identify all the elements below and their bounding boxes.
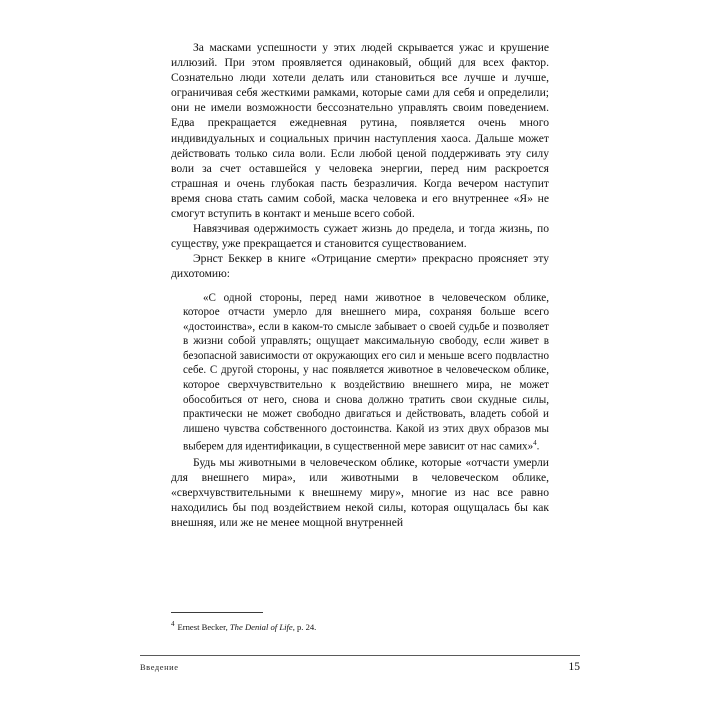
footnote-author: Ernest Becker, bbox=[177, 621, 228, 632]
blockquote: «С одной стороны, перед нами животное в человеческом облике, которое отчасти умерло для внешнего мира, сохраняя больше всего «достоинства», если в каком-то смысле забывает о своей судьбе и позволяет в жизни собой управлять; ощущает максимальную свободу, если живет в безопасной зависимости от окружающих его сил и меньше всего подвластно себе. С другой стороны, у нас появляется животное в человеческом облике, которое сверхчувствительно к воздействию внешнего мира, не может обособиться от него, снова и снова должно тратить свои скудные силы, практически не может свободно двигаться и действовать, владеть собой и лишено чувства собственного достоинства. Какой из этих двух образов мы выберем для идентификации, в существенной мере зависит от нас самих»$^4$. bbox=[183, 291, 549, 454]
footnote-reference: 4 bbox=[533, 439, 537, 448]
footnote-title: The Denial of Life bbox=[229, 621, 293, 632]
page-number: 15 bbox=[568, 661, 580, 673]
footnote-locator: , p. 24. bbox=[292, 621, 317, 632]
footnote-separator bbox=[171, 612, 263, 613]
running-head: Введение bbox=[140, 663, 179, 672]
page-footer bbox=[140, 655, 580, 679]
paragraph-2: Навязчивая одержимость сужает жизнь до предела, и тогда жизнь, по существу, уже прекращается и становится существованием. bbox=[171, 222, 549, 251]
blockquote-text: «С одной стороны, перед нами животное в человеческом облике, которое отчасти умерло для внешнего мира, сохраняя больше всего «достоинства», если в каком-то смысле забывает о своей судьбе и позволяет в жизни собой управлять; ощущает максимальную свободу, если живет в безопасной зависимости от окружающих его сил и меньше всего подвластно себе. С другой стороны, у нас появляется животное в человеческом облике, которое сверхчувствительно к воздействию внешнего мира, не может обособиться от него, снова и снова должно тратить свои скудные силы, практически не может свободно двигаться и действовать, владеть собой и лишено чувства собственного достоинства. Какой из этих двух образов мы выберем для идентификации, в существенной мере зависит от нас самих» bbox=[183, 291, 549, 454]
footer-content bbox=[140, 661, 580, 673]
paragraph-3: Эрнст Беккер в книге «Отрицание смерти» прекрасно проясняет эту дихотомию: bbox=[171, 252, 549, 281]
paragraph-1: За масками успешности у этих людей скрывается ужас и крушение иллюзий. При этом проявляется одинаковый, общий для всех фактор. Сознательно люди хотели делать или становиться все лучше и лучше, ограничивая себя жесткими рамками, которые сами для себя и определили; они не имели возможности бессознательно управлять своим поведением. Едва прекращается ежедневная рутина, появляется очень много индивидуальных и социальных причин наступления хаоса. Дальше может действовать только сила воли. Если любой ценой поддерживать эту силу воли за счет оставшейся у человека энергии, перед ним раскроется страшная и очень глубокая пасть безразличия. Когда вечером наступит время снова стать самим собой, маска человека и его внутреннее «Я» не смогут вступить в контакт и меньше всего собой. bbox=[171, 41, 549, 221]
footnote-area bbox=[171, 612, 549, 633]
footer-separator bbox=[140, 655, 580, 656]
paragraph-final: Будь мы животными в человеческом облике, которые «отчасти умерли для внешнего мира», или животными в человеческом облике, «сверхчувствительными к внешнему миру», многие из нас все равно находились бы под воздействием некой силы, которая ощущалась бы как внешняя, или же не менее мощной внутренней bbox=[171, 455, 549, 530]
text-column bbox=[171, 40, 549, 530]
footnote-entry bbox=[171, 619, 549, 633]
footnote-number: 4 bbox=[171, 620, 175, 628]
